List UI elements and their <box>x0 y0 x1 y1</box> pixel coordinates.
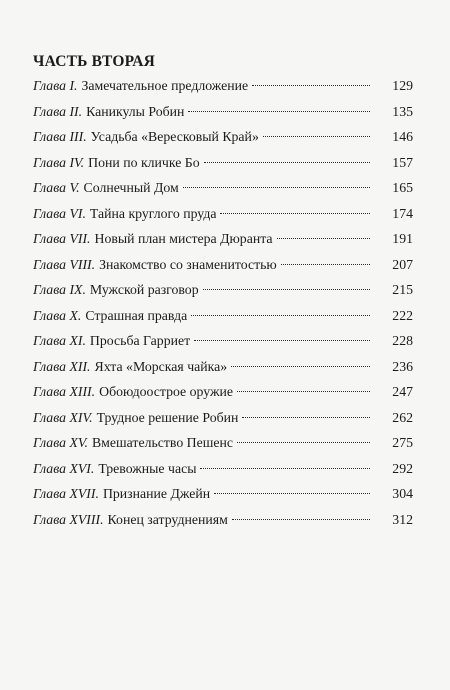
toc-row <box>33 124 413 150</box>
toc-row <box>33 430 413 456</box>
toc-entry-label <box>33 277 199 303</box>
page-number: 247 <box>392 384 413 399</box>
table-of-contents <box>33 73 413 532</box>
toc-row <box>33 379 413 405</box>
chapter-title: Усадьба «Вересковый Край» <box>90 129 259 144</box>
toc-entry-label <box>33 73 248 99</box>
chapter-title: Пони по кличке Бо <box>88 154 200 170</box>
page-number: 191 <box>392 231 413 246</box>
toc-entry-label <box>33 481 210 507</box>
toc-entry-label <box>33 456 196 482</box>
chapter-title: Конец затруднениям <box>107 511 228 527</box>
dot-leader <box>214 493 370 494</box>
toc-entry-label <box>33 379 233 405</box>
chapter-title: Тайна круглого пруда <box>89 205 217 221</box>
chapter-number: Глава XVIII. <box>33 511 104 527</box>
chapter-number: Глава VIII. <box>33 256 96 272</box>
toc-row <box>33 201 413 227</box>
page-number: 236 <box>392 358 413 374</box>
chapter-number: Глава III. <box>33 129 87 144</box>
toc-row <box>33 456 413 482</box>
page-number: 262 <box>392 409 413 425</box>
chapter-title: Солнечный Дом <box>83 180 179 195</box>
dot-leader <box>194 340 370 341</box>
chapter-title: Трудное решение Робин <box>96 409 239 425</box>
toc-entry-label <box>33 507 228 533</box>
toc-entry-label <box>33 99 184 125</box>
toc-row <box>33 175 413 201</box>
chapter-title: Вмешательство Пешенс <box>91 435 234 450</box>
chapter-number: Глава I. <box>33 78 78 93</box>
chapter-number: Глава VII. <box>33 231 91 246</box>
dot-leader <box>232 519 370 520</box>
chapter-number: Глава IV. <box>33 154 85 170</box>
dot-leader <box>242 417 370 418</box>
dot-leader <box>183 187 370 188</box>
page-number: 304 <box>392 486 413 501</box>
toc-entry-label <box>33 328 190 354</box>
chapter-title: Просьба Гарриет <box>89 333 191 348</box>
chapter-title: Яхта «Морская чайка» <box>94 358 228 374</box>
toc-entry-label <box>33 430 233 456</box>
chapter-number: Глава V. <box>33 180 80 195</box>
page-number: 215 <box>392 282 413 297</box>
chapter-number: Глава X. <box>33 307 82 323</box>
page-number: 275 <box>392 435 413 450</box>
part-title: ЧАСТЬ ВТОРАЯ <box>33 53 156 71</box>
toc-row <box>33 507 413 533</box>
page-number: 157 <box>392 154 413 170</box>
dot-leader <box>204 162 370 163</box>
page-number: 135 <box>392 103 413 119</box>
chapter-number: Глава XVI. <box>33 460 95 476</box>
toc-entry-label <box>33 175 179 201</box>
toc-row <box>33 99 413 125</box>
dot-leader <box>200 468 370 469</box>
chapter-number: Глава II. <box>33 103 83 119</box>
chapter-title: Каникулы Робин <box>86 103 185 119</box>
chapter-title: Признание Джейн <box>102 486 211 501</box>
toc-row <box>33 277 413 303</box>
toc-row <box>33 328 413 354</box>
chapter-number: Глава IX. <box>33 282 86 297</box>
dot-leader <box>188 111 370 112</box>
dot-leader <box>263 136 370 137</box>
toc-row <box>33 252 413 278</box>
page-number: 146 <box>392 129 413 144</box>
chapter-title: Тревожные часы <box>98 460 197 476</box>
chapter-title: Обоюдоострое оружие <box>99 384 233 399</box>
toc-entry-label <box>33 124 259 150</box>
dot-leader <box>237 442 370 443</box>
chapter-number: Глава XII. <box>33 358 91 374</box>
toc-row <box>33 303 413 329</box>
dot-leader <box>220 213 370 214</box>
toc-entry-label <box>33 303 187 329</box>
chapter-title: Замечательное предложение <box>81 78 249 93</box>
dot-leader <box>237 391 370 392</box>
page-number: 165 <box>392 180 413 195</box>
chapter-title: Новый план мистера Дюранта <box>94 231 273 246</box>
toc-entry-label <box>33 354 227 380</box>
chapter-number: Глава XIV. <box>33 409 93 425</box>
page-number: 312 <box>392 511 413 527</box>
page-number: 228 <box>392 333 413 348</box>
dot-leader <box>252 85 370 86</box>
dot-leader <box>191 315 370 316</box>
chapter-number: Глава XIII. <box>33 384 96 399</box>
page-number: 129 <box>392 78 413 93</box>
chapter-number: Глава XI. <box>33 333 86 348</box>
toc-entry-label <box>33 226 273 252</box>
toc-entry-label <box>33 405 238 431</box>
page-number: 222 <box>392 307 413 323</box>
chapter-title: Знакомство со знаменитостью <box>99 256 277 272</box>
chapter-title: Мужской разговор <box>89 282 199 297</box>
dot-leader <box>203 289 370 290</box>
toc-entry-label <box>33 201 216 227</box>
dot-leader <box>231 366 370 367</box>
toc-row <box>33 354 413 380</box>
toc-row <box>33 73 413 99</box>
chapter-number: Глава VI. <box>33 205 86 221</box>
toc-entry-label <box>33 150 200 176</box>
toc-row <box>33 226 413 252</box>
chapter-title: Страшная правда <box>85 307 188 323</box>
toc-entry-label <box>33 252 277 278</box>
toc-row <box>33 150 413 176</box>
dot-leader <box>281 264 370 265</box>
chapter-number: Глава XVII. <box>33 486 99 501</box>
page-number: 292 <box>392 460 413 476</box>
toc-row <box>33 405 413 431</box>
dot-leader <box>277 238 370 239</box>
toc-row <box>33 481 413 507</box>
page-number: 207 <box>392 256 413 272</box>
page-number: 174 <box>392 205 413 221</box>
chapter-number: Глава XV. <box>33 435 88 450</box>
